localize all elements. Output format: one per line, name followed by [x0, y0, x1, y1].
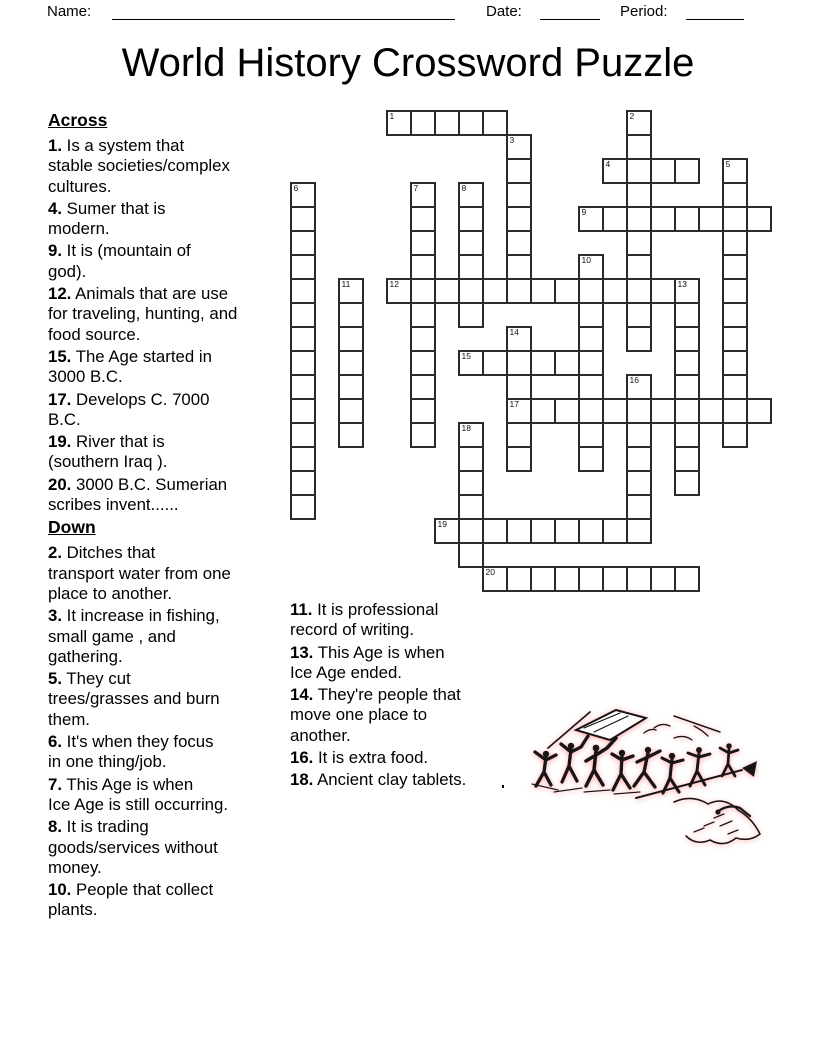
clue-down-8: 8. It is trading goods/services without money. [48, 817, 218, 877]
grid-cell-r16-c14 [626, 494, 652, 520]
grid-cell-r17-c6 [434, 518, 460, 544]
grid-cell-r0-c8 [482, 110, 508, 136]
grid-cell-r6-c14 [626, 254, 652, 280]
grid-cell-r0-c5 [410, 110, 436, 136]
grid-cell-r13-c5 [410, 422, 436, 448]
grid-cell-r13-c16 [674, 422, 700, 448]
grid-cell-r4-c14 [626, 206, 652, 232]
grid-cell-number: 10 [581, 255, 591, 265]
grid-cell-r17-c11 [554, 518, 580, 544]
grid-cell-r19-c13 [602, 566, 628, 592]
clue-down-5: 5. They cut trees/grasses and burn them. [48, 669, 220, 729]
grid-cell-r7-c14 [626, 278, 652, 304]
clue-down-6: 6. It's when they focus in one thing/job. [48, 732, 214, 772]
clue-across-12: 12. Animals that are use for traveling, hunting, and food source. [48, 284, 238, 344]
grid-cell-r10-c2 [338, 350, 364, 376]
name-label: Name: [47, 3, 92, 20]
grid-cell-r4-c17 [698, 206, 724, 232]
grid-cell-r18-c7 [458, 542, 484, 568]
battle-scene-illustration [524, 698, 774, 853]
grid-cell-r3-c14 [626, 182, 652, 208]
clues-middle-column [290, 600, 518, 793]
grid-cell-r9-c5 [410, 326, 436, 352]
grid-cell-r7-c2 [338, 278, 364, 304]
grid-cell-r8-c18 [722, 302, 748, 328]
stray-ink-mark [502, 785, 504, 788]
grid-cell-r8-c16 [674, 302, 700, 328]
grid-cell-r7-c10 [530, 278, 556, 304]
grid-cell-r9-c0 [290, 326, 316, 352]
down-clue-list-middle [290, 600, 518, 791]
clue-number: 8. [48, 817, 62, 837]
grid-cell-r4-c0 [290, 206, 316, 232]
grid-cell-r13-c9 [506, 422, 532, 448]
grid-cell-r12-c17 [698, 398, 724, 424]
grid-cell-r6-c0 [290, 254, 316, 280]
grid-cell-r4-c7 [458, 206, 484, 232]
grid-cell-r12-c18 [722, 398, 748, 424]
grid-cell-r11-c2 [338, 374, 364, 400]
grid-cell-r2-c14 [626, 158, 652, 184]
clue-across-9: 9. It is (mountain of god). [48, 241, 191, 281]
grid-cell-r7-c6 [434, 278, 460, 304]
grid-cell-r8-c5 [410, 302, 436, 328]
grid-cell-number: 20 [485, 567, 495, 577]
grid-cell-number: 3 [509, 135, 515, 145]
grid-cell-r4-c15 [650, 206, 676, 232]
across-clue-list [48, 136, 293, 515]
grid-cell-r19-c11 [554, 566, 580, 592]
clue-number: 1. [48, 136, 62, 155]
clue-across-1: 1. Is a system that stable societies/complex cultures. [48, 136, 230, 196]
grid-cell-r19-c12 [578, 566, 604, 592]
grid-cell-r9-c16 [674, 326, 700, 352]
grid-cell-r12-c14 [626, 398, 652, 424]
grid-cell-r12-c19 [746, 398, 772, 424]
clue-number: 16. [290, 748, 314, 768]
grid-cell-r4-c13 [602, 206, 628, 232]
grid-cell-r7-c9 [506, 278, 532, 304]
grid-cell-r5-c0 [290, 230, 316, 256]
grid-cell-r6-c5 [410, 254, 436, 280]
grid-cell-r5-c7 [458, 230, 484, 256]
grid-cell-r14-c12 [578, 446, 604, 472]
grid-cell-r7-c7 [458, 278, 484, 304]
grid-cell-r15-c0 [290, 470, 316, 496]
grid-cell-r12-c10 [530, 398, 556, 424]
grid-cell-r10-c9 [506, 350, 532, 376]
grid-cell-r0-c6 [434, 110, 460, 136]
grid-cell-number: 5 [725, 159, 731, 169]
grid-cell-r17-c7 [458, 518, 484, 544]
clue-number: 15. [48, 346, 72, 366]
grid-cell-r7-c0 [290, 278, 316, 304]
grid-cell-r14-c7 [458, 446, 484, 472]
grid-cell-r2-c18 [722, 158, 748, 184]
grid-cell-r6-c18 [722, 254, 748, 280]
grid-cell-number: 13 [677, 279, 687, 289]
grid-cell-r3-c18 [722, 182, 748, 208]
name-blank-line [112, 4, 455, 20]
grid-cell-r11-c18 [722, 374, 748, 400]
clue-number: 19. [48, 432, 72, 452]
clue-down-18: 18. Ancient clay tablets. [290, 770, 467, 790]
clue-number: 12. [48, 284, 72, 304]
grid-cell-r10-c12 [578, 350, 604, 376]
grid-cell-r17-c12 [578, 518, 604, 544]
clue-down-16: 16. It is extra food. [290, 748, 429, 768]
grid-cell-r11-c0 [290, 374, 316, 400]
grid-cell-r12-c12 [578, 398, 604, 424]
grid-cell-r3-c5 [410, 182, 436, 208]
grid-cell-r4-c9 [506, 206, 532, 232]
grid-cell-r19-c14 [626, 566, 652, 592]
clue-number: 10. [48, 880, 72, 900]
grid-cell-r12-c11 [554, 398, 580, 424]
grid-cell-r11-c12 [578, 374, 604, 400]
grid-cell-r6-c12 [578, 254, 604, 280]
grid-cell-r7-c12 [578, 278, 604, 304]
grid-cell-r15-c14 [626, 470, 652, 496]
grid-cell-r7-c4 [386, 278, 412, 304]
grid-cell-r10-c11 [554, 350, 580, 376]
grid-cell-r2-c16 [674, 158, 700, 184]
grid-cell-r10-c7 [458, 350, 484, 376]
page-title: World History Crossword Puzzle [121, 41, 695, 85]
grid-cell-r4-c18 [722, 206, 748, 232]
grid-cell-r10-c8 [482, 350, 508, 376]
grid-cell-r7-c5 [410, 278, 436, 304]
grid-cell-r11-c16 [674, 374, 700, 400]
clue-down-14: 14. They're people that move one place to another. [290, 685, 461, 745]
grid-cell-r8-c14 [626, 302, 652, 328]
grid-cell-r17-c10 [530, 518, 556, 544]
grid-cell-r1-c14 [626, 134, 652, 160]
clue-across-15: 15. The Age started in 3000 B.C. [48, 346, 212, 387]
grid-cell-r9-c18 [722, 326, 748, 352]
grid-cell-r2-c15 [650, 158, 676, 184]
grid-cell-r7-c15 [650, 278, 676, 304]
grid-cell-r7-c13 [602, 278, 628, 304]
grid-cell-r11-c14 [626, 374, 652, 400]
clue-number: 14. [290, 685, 314, 705]
grid-cell-r11-c9 [506, 374, 532, 400]
date-blank-line [540, 4, 600, 20]
grid-cell-number: 18 [461, 423, 471, 433]
grid-cell-r5-c18 [722, 230, 748, 256]
grid-cell-r10-c0 [290, 350, 316, 376]
grid-cell-number: 9 [581, 207, 587, 217]
grid-cell-r15-c16 [674, 470, 700, 496]
grid-cell-r17-c13 [602, 518, 628, 544]
grid-cell-number: 8 [461, 183, 467, 193]
grid-cell-number: 17 [509, 399, 519, 409]
grid-cell-number: 12 [389, 279, 399, 289]
grid-cell-r4-c12 [578, 206, 604, 232]
grid-cell-r12-c2 [338, 398, 364, 424]
grid-cell-number: 11 [341, 279, 351, 289]
grid-cell-r3-c9 [506, 182, 532, 208]
clue-across-17: 17. Develops C. 7000 B.C. [48, 389, 210, 429]
grid-cell-number: 15 [461, 351, 471, 361]
grid-cell-r9-c9 [506, 326, 532, 352]
grid-cell-number: 2 [629, 111, 635, 121]
clue-across-20: 20. 3000 B.C. Sumerian scribes invent...... [48, 474, 228, 515]
grid-cell-r3-c0 [290, 182, 316, 208]
grid-cell-r0-c7 [458, 110, 484, 136]
grid-cell-r12-c5 [410, 398, 436, 424]
clues-left-column [48, 110, 293, 923]
grid-cell-number: 4 [605, 159, 611, 169]
grid-cell-r8-c7 [458, 302, 484, 328]
grid-cell-r13-c0 [290, 422, 316, 448]
clue-down-13: 13. This Age is when Ice Age ended. [290, 642, 445, 682]
grid-cell-r12-c13 [602, 398, 628, 424]
grid-cell-number: 16 [629, 375, 639, 385]
grid-cell-r8-c0 [290, 302, 316, 328]
grid-cell-r12-c9 [506, 398, 532, 424]
period-blank-line [686, 4, 744, 20]
grid-cell-number: 1 [389, 111, 395, 121]
clue-number: 5. [48, 669, 62, 689]
down-clue-list-left [48, 543, 293, 920]
clue-number: 3. [48, 606, 62, 626]
clue-across-4: 4. Sumer that is modern. [48, 198, 166, 239]
grid-cell-r0-c4 [386, 110, 412, 136]
clue-number: 20. [48, 474, 72, 494]
grid-cell-r8-c2 [338, 302, 364, 328]
grid-cell-number: 7 [413, 183, 419, 193]
grid-cell-number: 19 [437, 519, 447, 529]
date-label: Date: [486, 3, 522, 20]
clue-down-11: 11. It is professional record of writing. [290, 600, 439, 640]
grid-cell-r5-c9 [506, 230, 532, 256]
clue-number: 7. [48, 774, 62, 794]
clue-number: 13. [290, 642, 314, 662]
grid-cell-r12-c16 [674, 398, 700, 424]
grid-cell-r13-c14 [626, 422, 652, 448]
grid-cell-r14-c14 [626, 446, 652, 472]
grid-cell-r14-c9 [506, 446, 532, 472]
grid-cell-r19-c8 [482, 566, 508, 592]
grid-cell-number: 14 [509, 327, 519, 337]
grid-cell-r0-c14 [626, 110, 652, 136]
grid-cell-r19-c10 [530, 566, 556, 592]
grid-cell-r10-c18 [722, 350, 748, 376]
grid-cell-number: 6 [293, 183, 299, 193]
grid-cell-r15-c7 [458, 470, 484, 496]
grid-cell-r13-c12 [578, 422, 604, 448]
grid-cell-r16-c0 [290, 494, 316, 520]
clue-number: 17. [48, 389, 72, 409]
grid-cell-r13-c7 [458, 422, 484, 448]
clue-number: 18. [290, 770, 314, 790]
grid-cell-r9-c14 [626, 326, 652, 352]
grid-cell-r13-c18 [722, 422, 748, 448]
grid-cell-r16-c7 [458, 494, 484, 520]
clue-across-19: 19. River that is (southern Iraq ). [48, 432, 168, 472]
grid-cell-r4-c19 [746, 206, 772, 232]
grid-cell-r2-c13 [602, 158, 628, 184]
grid-cell-r10-c5 [410, 350, 436, 376]
grid-cell-r19-c15 [650, 566, 676, 592]
grid-cell-r12-c0 [290, 398, 316, 424]
grid-cell-r14-c16 [674, 446, 700, 472]
clue-number: 6. [48, 732, 62, 752]
grid-cell-r6-c7 [458, 254, 484, 280]
grid-cell-r9-c2 [338, 326, 364, 352]
grid-cell-r11-c5 [410, 374, 436, 400]
clue-number: 9. [48, 241, 62, 261]
crossword-grid [290, 110, 772, 592]
grid-cell-r10-c10 [530, 350, 556, 376]
down-heading: Down [48, 517, 96, 538]
grid-cell-r5-c5 [410, 230, 436, 256]
clue-down-3: 3. It increase in fishing, small game , and gathering. [48, 606, 220, 666]
grid-cell-r8-c12 [578, 302, 604, 328]
grid-cell-r6-c9 [506, 254, 532, 280]
period-label: Period: [620, 3, 668, 20]
clue-number: 11. [290, 600, 313, 619]
grid-cell-r19-c16 [674, 566, 700, 592]
clue-number: 2. [48, 543, 62, 563]
grid-cell-r7-c11 [554, 278, 580, 304]
across-heading: Across [48, 110, 108, 130]
grid-cell-r1-c9 [506, 134, 532, 160]
clue-down-7: 7. This Age is when Ice Age is still occurring. [48, 774, 229, 814]
clue-number: 4. [48, 198, 62, 218]
grid-cell-r12-c15 [650, 398, 676, 424]
grid-cell-r9-c12 [578, 326, 604, 352]
grid-cell-r13-c2 [338, 422, 364, 448]
grid-cell-r19-c9 [506, 566, 532, 592]
grid-cell-r7-c18 [722, 278, 748, 304]
grid-cell-r17-c8 [482, 518, 508, 544]
clue-down-10: 10. People that collect plants. [48, 880, 214, 920]
grid-cell-r17-c9 [506, 518, 532, 544]
grid-cell-r5-c14 [626, 230, 652, 256]
grid-cell-r4-c16 [674, 206, 700, 232]
grid-cell-r7-c8 [482, 278, 508, 304]
grid-cell-r2-c9 [506, 158, 532, 184]
grid-cell-r7-c16 [674, 278, 700, 304]
grid-cell-r14-c0 [290, 446, 316, 472]
grid-cell-r4-c5 [410, 206, 436, 232]
grid-cell-r17-c14 [626, 518, 652, 544]
grid-cell-r3-c7 [458, 182, 484, 208]
clue-down-2: 2. Ditches that transport water from one place to another. [48, 543, 231, 603]
grid-cell-r10-c16 [674, 350, 700, 376]
